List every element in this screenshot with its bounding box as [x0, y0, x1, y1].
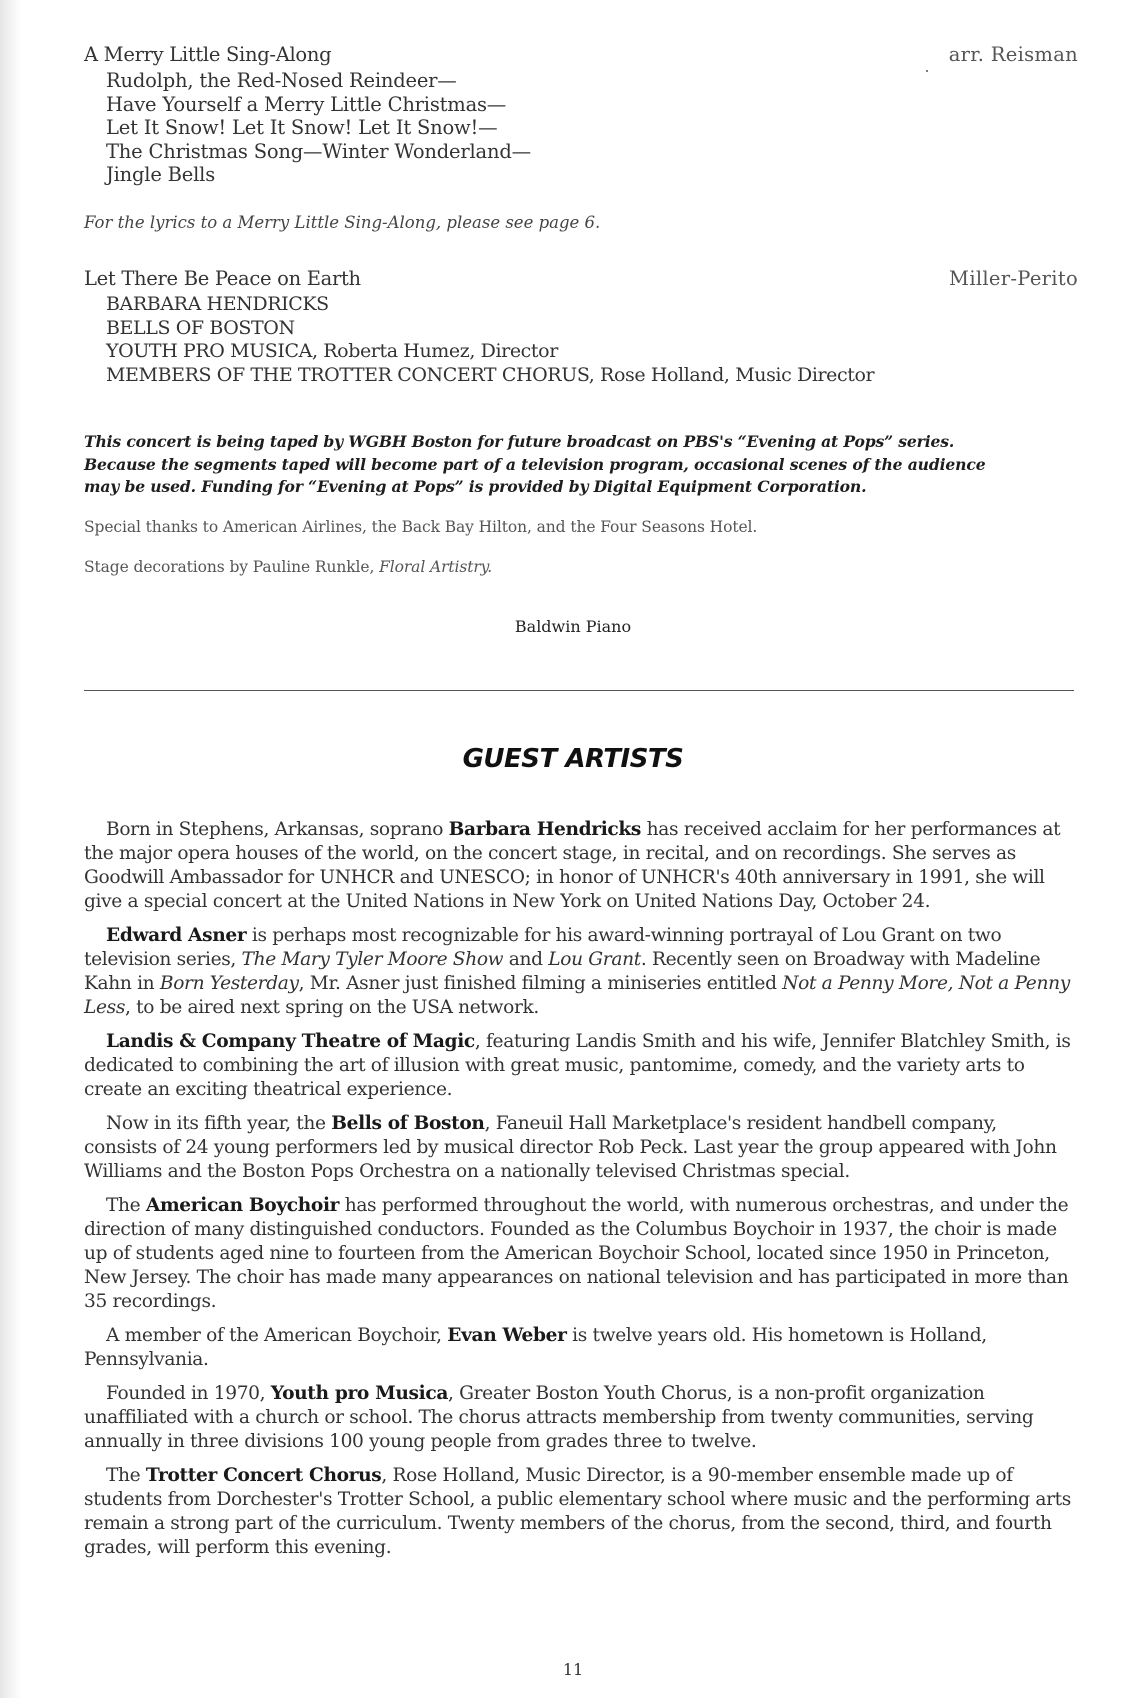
program-item-peace-on-earth: [84, 266, 1078, 387]
song-item: Rudolph, the Red-Nosed Reindeer—: [106, 69, 457, 92]
bio-text: , featuring Landis Smith and his wife, Jennifer Blatchley Smith, is dedicated to combining the art of illusion with great music, pantomime, comedy, and the variety arts to create an exciting theatrical experience.: [84, 1031, 1071, 1100]
artist-name: Barbara Hendricks: [448, 819, 642, 840]
bio-text: . Recently seen on Broadway with Madeline Kahn in: [84, 949, 1041, 994]
section-divider: [84, 690, 1074, 691]
bio-paragraph: [84, 1030, 1074, 1102]
page-number: 11: [562, 1660, 584, 1679]
artist-name: Youth pro Musica: [270, 1383, 449, 1404]
bio-paragraph: [84, 924, 1074, 1020]
program-item-credit: Miller-Perito: [949, 267, 1078, 290]
bio-text: , Mr. Asner just finished filming a miniseries entitled: [298, 973, 783, 994]
bio-text: is twelve years old. His hometown is Holland, Pennsylvania.: [84, 1325, 987, 1370]
program-item-credit: arr. Reisman: [948, 43, 1078, 66]
bio-text: , Rose Holland, Music Director, is a 90-member ensemble made up of students from Dorchester's Trotter School, a public elementary school where music and the performing arts remain a strong part of the curriculum. Twenty members of the chorus, from the second, third, and fourth grades, will perform this evening.: [84, 1465, 1071, 1558]
performer-item: MEMBERS OF THE TROTTER CONCERT CHORUS, Rose Holland, Music Director: [106, 363, 875, 386]
section-title: GUEST ARTISTS: [462, 744, 684, 774]
artist-name: Evan Weber: [447, 1325, 567, 1346]
guest-artist-bios: [84, 818, 1074, 1570]
bio-text: , Faneuil Hall Marketplace's resident handbell company, consists of 24 young performers led by musical director Rob Peck. Last year the group appeared with John Williams and the Boston Pops Orchestra on a nationally televised Christmas special.: [84, 1113, 1057, 1182]
bio-paragraph: [84, 1464, 1074, 1560]
song-list: [106, 69, 1078, 187]
bio-text: , to be aired next spring on the USA network.: [125, 997, 539, 1018]
bio-text: The: [106, 1195, 146, 1216]
bio-text: and: [503, 949, 549, 970]
broadcast-notice-line: Because the segments taped will become part of a television program, occasional scenes of the audience: [84, 454, 986, 474]
piano-credit: Baldwin Piano: [514, 617, 632, 636]
broadcast-notice-line: may be used. Funding for “Evening at Pops” is provided by Digital Equipment Corporation.: [84, 477, 867, 496]
artist-name: Landis & Company Theatre of Magic: [106, 1031, 475, 1052]
song-item: Let It Snow! Let It Snow! Let It Snow!—: [106, 116, 498, 139]
work-title: Lou Grant: [548, 949, 641, 970]
bio-paragraph: [84, 1382, 1074, 1454]
decorations-emphasis: Floral Artistry.: [379, 558, 493, 576]
artist-name: Bells of Boston: [331, 1113, 485, 1134]
bio-text: is perhaps most recognizable for his award-winning portrayal of Lou Grant on two television series,: [84, 925, 1002, 970]
bio-paragraph: [84, 1324, 1074, 1372]
broadcast-notice-line: This concert is being taped by WGBH Boston for future broadcast on PBS's “Evening at Pops” series.: [84, 432, 955, 451]
broadcast-notice: [84, 431, 1084, 499]
artist-name: Edward Asner: [106, 925, 247, 946]
work-title: Not a Penny More, Not a Penny Less: [84, 973, 1070, 1018]
bio-text: has received acclaim for her performances at the major opera houses of the world, on the concert stage, in recital, and on recordings. She serves as Goodwill Ambassador for UNHCR and UNESCO; in honor of UNHCR's 40th anniversary in 1991, she will give a special concert at the United Nations in New York on United Nations Day, October 24.: [84, 819, 1061, 912]
program-item-title: Let There Be Peace on Earth: [84, 267, 361, 290]
stage-decorations: [84, 558, 492, 576]
artist-name: American Boychoir: [145, 1195, 340, 1216]
bio-paragraph: [84, 1194, 1074, 1314]
song-item: The Christmas Song—Winter Wonderland—: [106, 139, 531, 163]
lyrics-note: For the lyrics to a Merry Little Sing-Along, please see page 6.: [84, 213, 601, 232]
bio-paragraph: [84, 818, 1074, 914]
special-thanks: Special thanks to American Airlines, the Back Bay Hilton, and the Four Seasons Hotel.: [84, 518, 758, 536]
artist-name: Trotter Concert Chorus: [145, 1465, 382, 1486]
song-item: Jingle Bells: [106, 163, 216, 186]
performer-item: BELLS OF BOSTON: [106, 316, 295, 339]
work-title: The Mary Tyler Moore Show: [241, 949, 504, 970]
bio-text: , Greater Boston Youth Chorus, is a non-profit organization unaffiliated with a church or school. The chorus attracts membership from twenty communities, serving annually in three divisions 100 young people from grades three to twelve.: [84, 1383, 1034, 1452]
program-item-title: A Merry Little Sing-Along: [84, 43, 332, 66]
bio-text: Founded in 1970,: [106, 1383, 271, 1404]
bio-text: Born in Stephens, Arkansas, soprano: [106, 819, 449, 840]
bio-text: The: [106, 1465, 146, 1486]
bio-paragraph: [84, 1112, 1074, 1184]
performer-item: BARBARA HENDRICKS: [106, 293, 329, 315]
bio-text: A member of the American Boychoir,: [106, 1325, 448, 1346]
bio-text: Now in its fifth year, the: [106, 1113, 332, 1134]
performer-list: [106, 293, 1078, 387]
program-item-sing-along: [84, 42, 1078, 187]
performer-item: YOUTH PRO MUSICA, Roberta Humez, Director: [106, 340, 558, 362]
song-item: Have Yourself a Merry Little Christmas—: [106, 92, 507, 116]
work-title: Born Yesterday: [159, 973, 299, 994]
bio-text: has performed throughout the world, with numerous orchestras, and under the direction of many distinguished conductors. Founded as the Columbus Boychoir in 1937, the choir is made up of students aged nine to fourteen from the American Boychoir School, located since 1950 in Princeton, New Jersey. The choir has made many appearances on national television and has participated in more than 35 recordings.: [84, 1195, 1069, 1312]
decorations-text: Stage decorations by Pauline Runkle,: [84, 558, 380, 576]
